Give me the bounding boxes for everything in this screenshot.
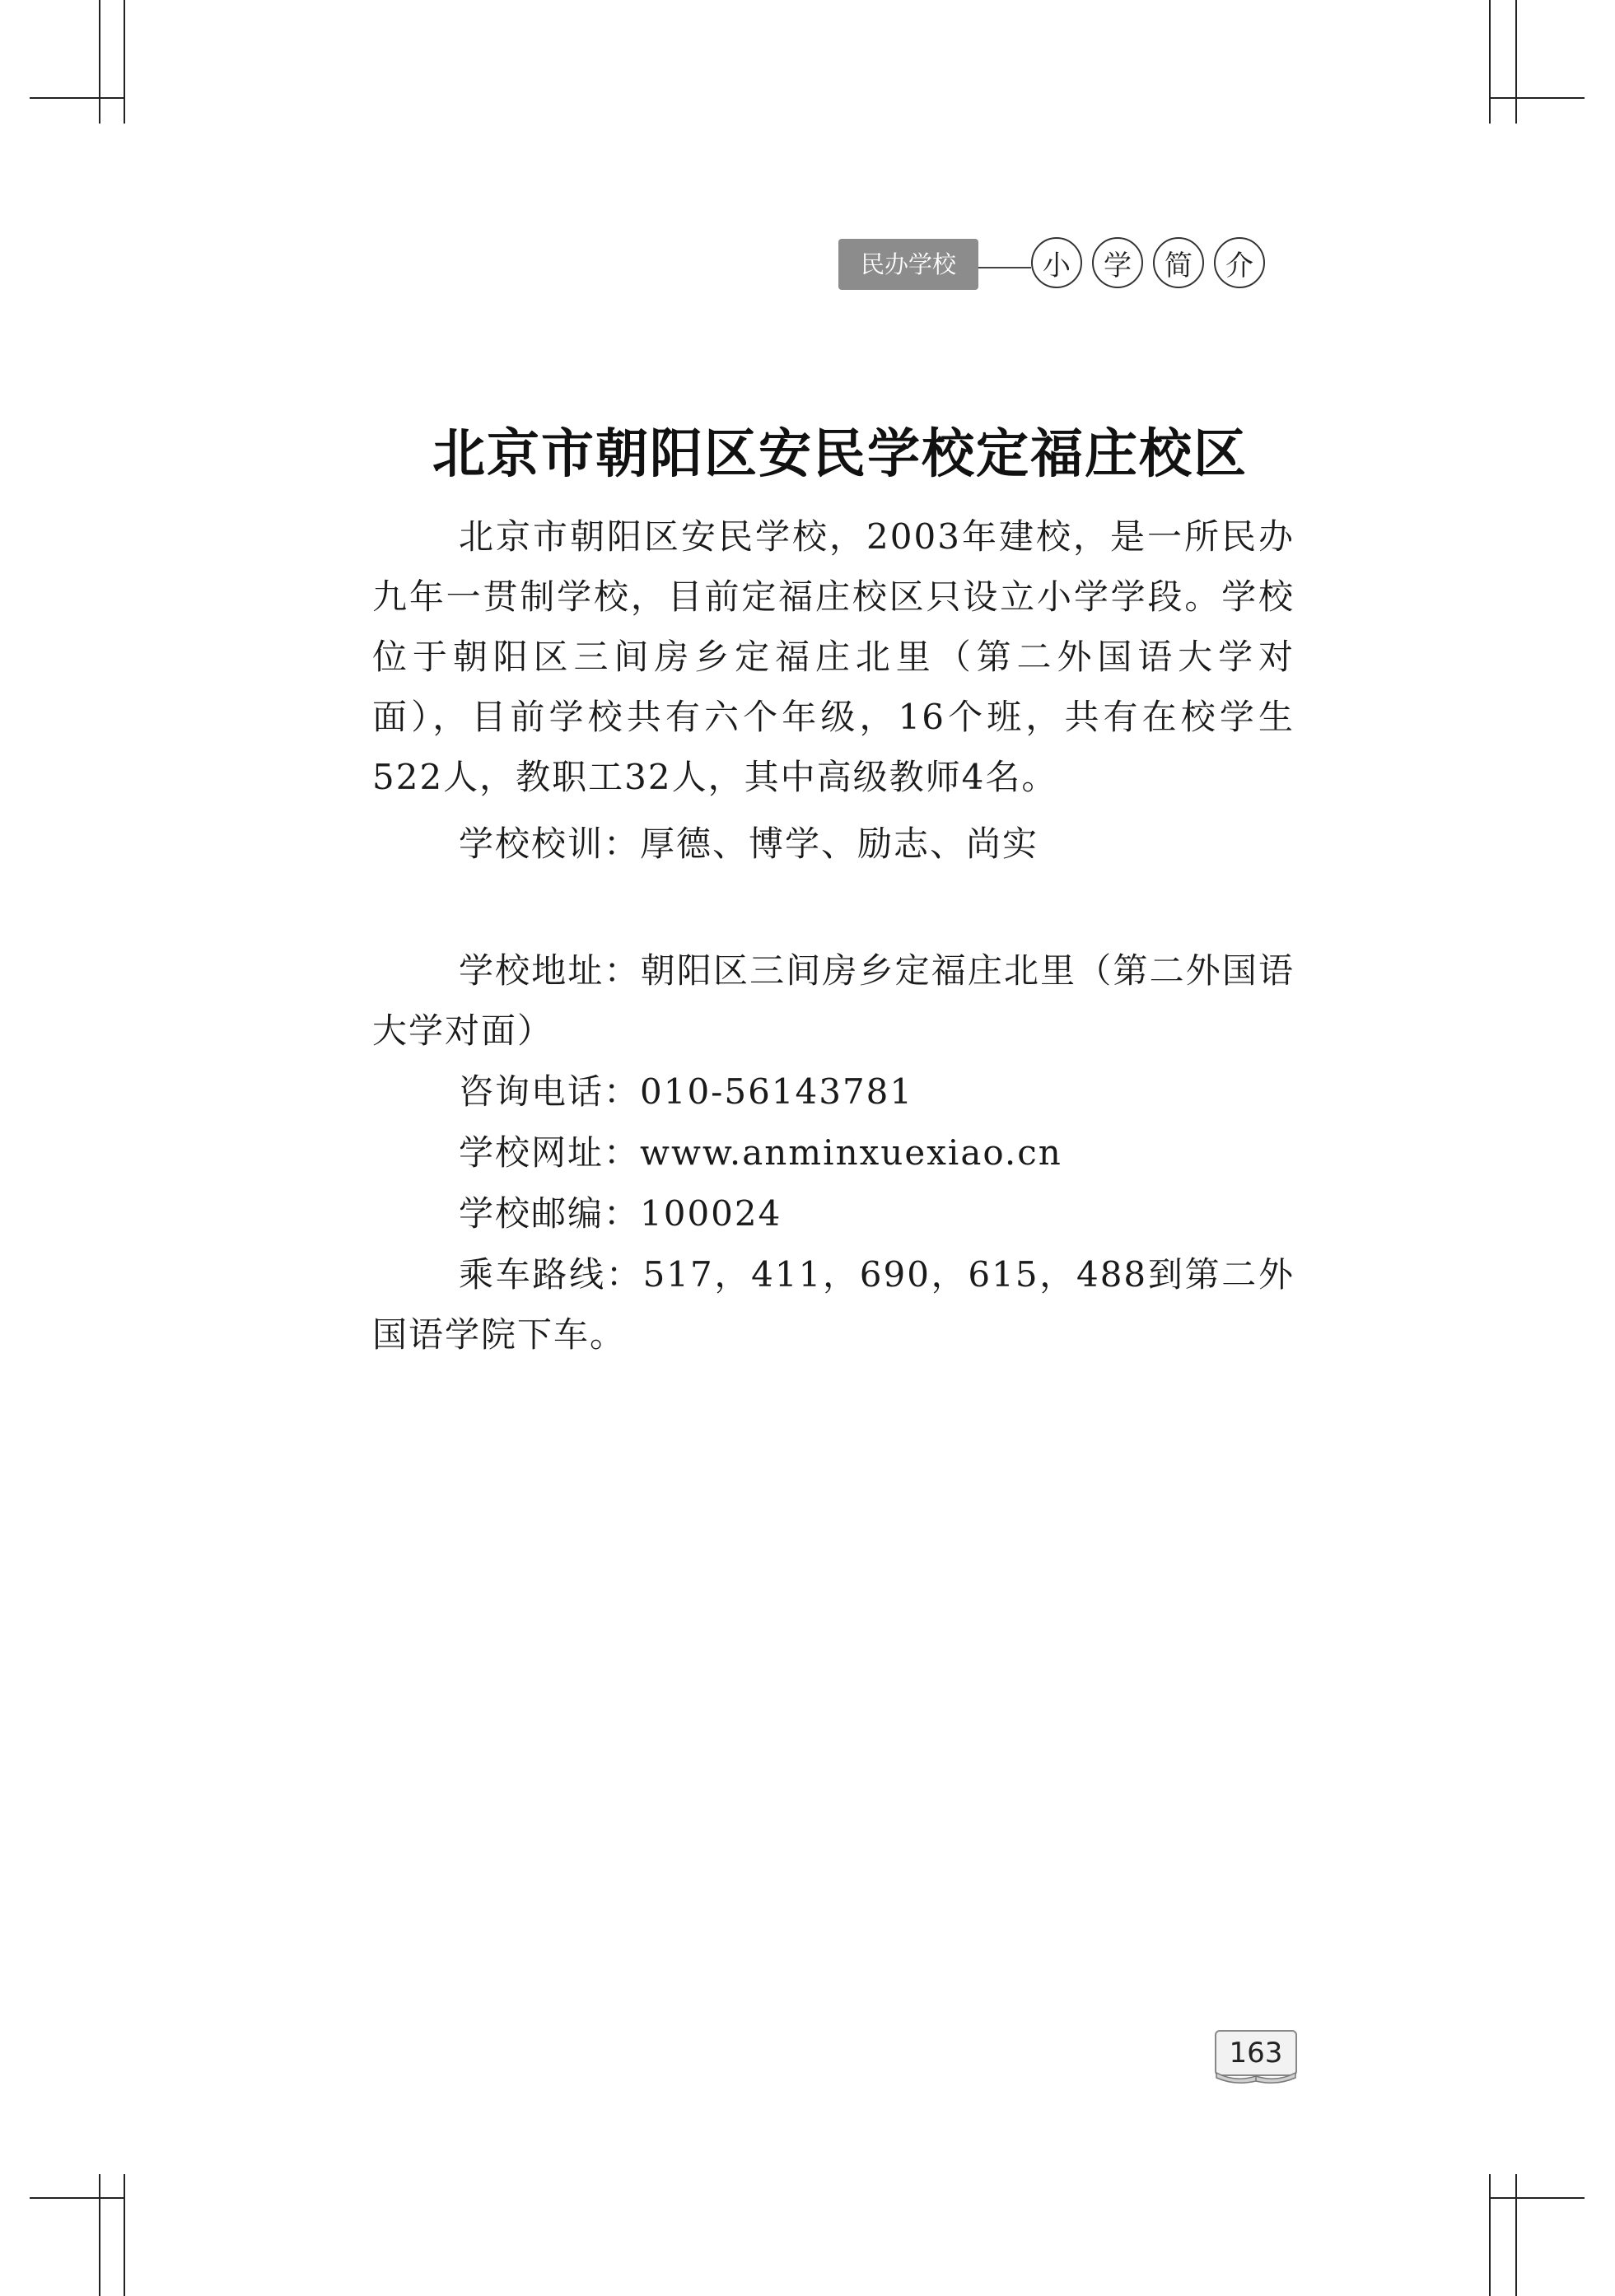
crop-mark (1489, 97, 1585, 99)
school-phone: 咨询电话：010-56143781 (459, 1071, 914, 1112)
motto-section (372, 814, 1295, 874)
school-motto: 学校校训：厚德、博学、励志、尚实 (459, 824, 1039, 864)
page-number: 163 (1215, 2030, 1297, 2076)
open-book-icon (1215, 2071, 1297, 2086)
intro-section (372, 506, 1295, 807)
category-tag: 民办学校 (838, 239, 978, 290)
section-title-circles (1031, 237, 1265, 288)
school-website: 学校网址：www.anminxuexiao.cn (459, 1132, 1062, 1173)
crop-mark (1489, 2197, 1585, 2199)
page-number-badge (1215, 2030, 1297, 2086)
crop-mark (99, 0, 100, 124)
crop-mark (124, 0, 125, 124)
school-info (372, 940, 1295, 1365)
crop-mark (1489, 0, 1491, 124)
section-char: 介 (1214, 237, 1265, 288)
crop-mark (30, 97, 125, 99)
crop-mark (30, 2197, 125, 2199)
bus-routes: 乘车路线：517，411，690，615，488到第二外国语学院下车。 (372, 1254, 1295, 1355)
page-title: 北京市朝阳区安民学校定福庄校区 (432, 424, 1248, 485)
crop-mark (1515, 2174, 1517, 2296)
crop-mark (124, 2174, 125, 2296)
school-postcode: 学校邮编：100024 (459, 1193, 782, 1234)
crop-mark (99, 2174, 100, 2296)
header-divider (978, 267, 1031, 268)
intro-paragraph: 北京市朝阳区安民学校，2003年建校，是一所民办九年一贯制学校，目前定福庄校区只设立小学学段。学校位于朝阳区三间房乡定福庄北里（第二外国语大学对面），目前学校共有六个年级，16个班，共有在校学生522人，教职工32人，其中高级教师4名。 (372, 516, 1295, 797)
section-char: 学 (1092, 237, 1143, 288)
section-char: 简 (1153, 237, 1204, 288)
crop-mark (1515, 0, 1517, 124)
crop-mark (1489, 2174, 1491, 2296)
school-address: 学校地址：朝阳区三间房乡定福庄北里（第二外国语大学对面） (372, 950, 1295, 1051)
section-char: 小 (1031, 237, 1082, 288)
